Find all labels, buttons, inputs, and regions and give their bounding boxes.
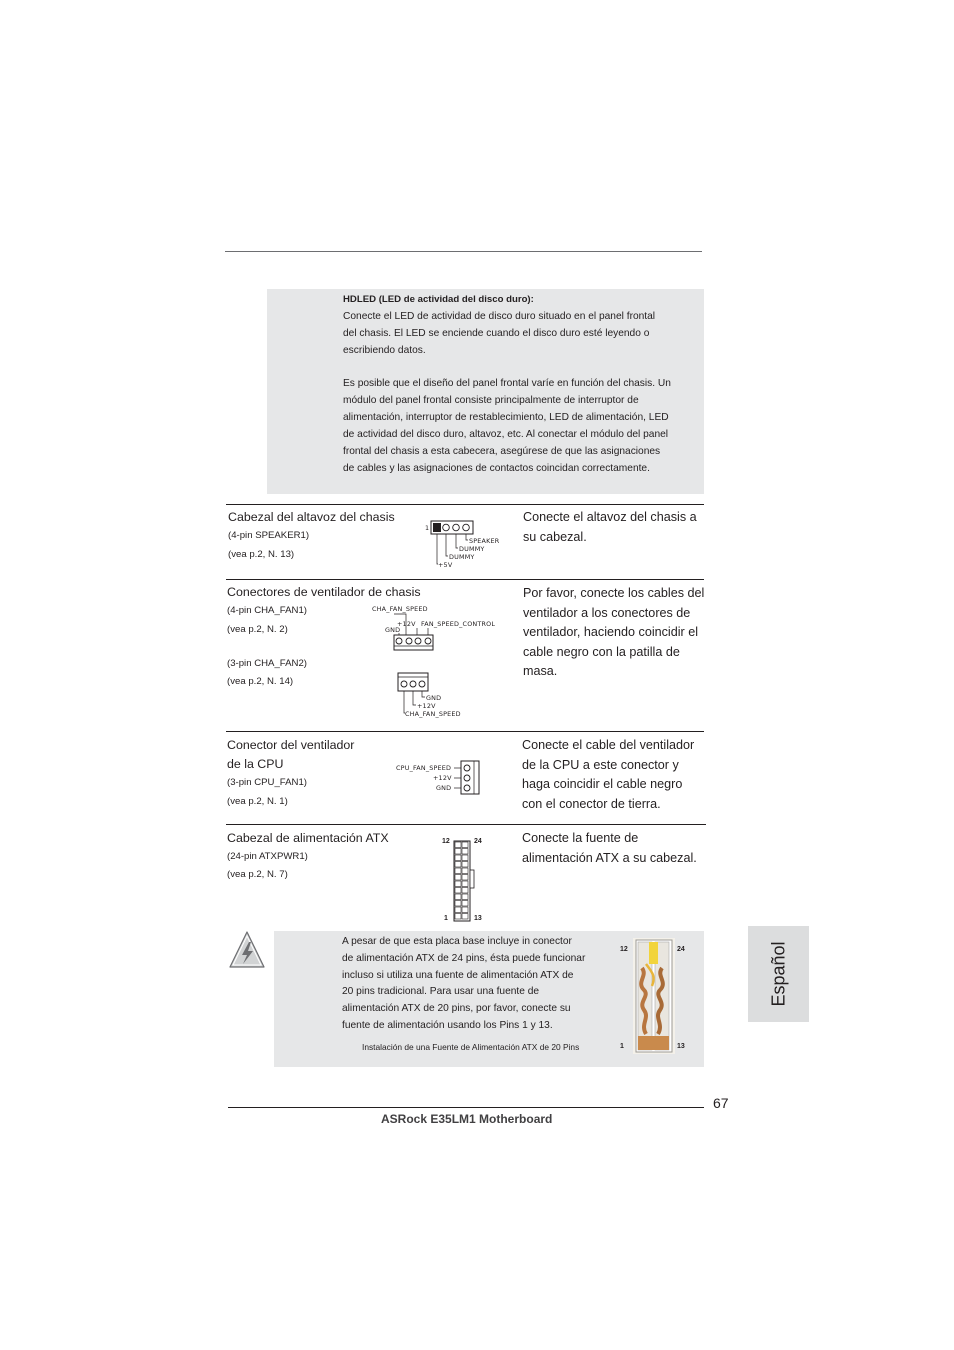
- hdled-note-line-3: alimentación, interruptor de restablecimiento, LED de alimentación, LED: [343, 412, 669, 423]
- atx-pin-cell: [462, 888, 468, 894]
- atx-title: Cabezal de alimentación ATX: [227, 831, 389, 845]
- chafan-desc-line-5: masa.: [523, 664, 558, 678]
- speaker-desc-line-2: su cabezal.: [523, 529, 587, 544]
- cpufan-desc-line-1: Conecte el cable del ventilador: [522, 738, 695, 752]
- cpufan-header-diagram: [394, 758, 486, 796]
- atx-pin-cell: [462, 881, 468, 887]
- chafan1-control-label: FAN_SPEED_CONTROL: [421, 620, 496, 628]
- cpufan-sub1: (3-pin CPU_FAN1): [227, 777, 307, 788]
- hdled-title: HDLED (LED de actividad del disco duro):: [343, 294, 534, 305]
- atx-pin-cell: [462, 901, 468, 907]
- atx-rule: [226, 824, 706, 825]
- chafan-desc-line-4: cable negro con la patilla de: [523, 644, 680, 659]
- chafan-sub1: (4-pin CHA_FAN1): [227, 605, 307, 616]
- top-rule: [225, 251, 702, 252]
- atx-pin-cell: [455, 907, 461, 913]
- cpufan-desc-line-4: con el conector de tierra.: [522, 796, 661, 811]
- chafan1-gnd-label: GND: [385, 626, 401, 634]
- speaker-desc-line-1: Conecte el altavoz del chasis a: [523, 510, 697, 524]
- language-label: Español: [768, 941, 788, 1007]
- page-number: 67: [713, 1095, 729, 1111]
- warning-line-6: fuente de alimentación usando los Pins 1 y 13.: [342, 1019, 553, 1031]
- chafan2-gnd-label: GND: [426, 694, 442, 702]
- chafan2-12v-label: +12V: [417, 702, 436, 710]
- atx-pin-cell: [455, 868, 461, 874]
- chafan-desc-line-3: ventilador, haciendo coincidir el: [523, 625, 699, 639]
- atx-20pin-photo: [618, 936, 690, 1058]
- hdled-line-3: escribiendo datos.: [343, 345, 426, 356]
- chafan-sub3: (3-pin CHA_FAN2): [227, 658, 307, 669]
- atx-pin-cell: [455, 849, 461, 855]
- cpufan-rule: [226, 731, 704, 732]
- footer-rule: [228, 1107, 704, 1108]
- cpufan-title: [227, 736, 354, 774]
- speaker-rule: [226, 504, 704, 505]
- hdled-note-line-5: frontal del chasis a esta cabecera, asegúrese de que las asignaciones: [343, 446, 661, 457]
- chafan1-header-diagram: [370, 602, 510, 656]
- speaker-pin-dummy1-label: DUMMY: [459, 545, 485, 553]
- atx-header-diagram: [438, 834, 496, 926]
- atx-pin-cell: [455, 862, 461, 868]
- photo-pin-12-label: 12: [620, 946, 628, 953]
- language-tab: [748, 926, 809, 1022]
- speaker-description: [523, 508, 697, 547]
- hdled-note-line-6: de cables y las asignaciones de contactos coincidan correctamente.: [343, 463, 650, 474]
- atx-desc-line-2: alimentación ATX a su cabezal.: [522, 850, 697, 865]
- atx-pin-12-label: 12: [442, 838, 450, 845]
- atx-pin-cell: [455, 888, 461, 894]
- chafan-rule: [226, 579, 704, 580]
- warning-line-2: de alimentación ATX de 24 pins, ésta puede funcionar: [342, 952, 586, 964]
- cpufan-speed-label: CPU_FAN_SPEED: [396, 764, 452, 772]
- cpufan-description: [522, 736, 694, 814]
- hdled-note-line-2: módulo del panel frontal consiste principalmente de interruptor de: [343, 395, 639, 406]
- atx-pin-cell: [455, 914, 461, 920]
- warning-line-1: A pesar de que esta placa base incluye in conector: [342, 936, 572, 947]
- chafan-desc-line-2: ventilador a los conectores de: [523, 605, 691, 620]
- warning-icon: [227, 929, 267, 971]
- atx-pin-24-label: 24: [474, 838, 482, 845]
- chafan-sub4: (vea p.2, N. 14): [227, 676, 294, 687]
- chafan1-speed-label: CHA_FAN_SPEED: [372, 605, 428, 613]
- footer-product: ASRock E35LM1 Motherboard: [381, 1112, 553, 1126]
- hdled-line-1: Conecte el LED de actividad de disco duro situado en el panel frontal: [343, 311, 656, 322]
- atx-description: [522, 829, 697, 868]
- chafan2-header-diagram: [392, 671, 482, 721]
- chafan2-speed-label: CHA_FAN_SPEED: [405, 710, 461, 718]
- hdled-line-2: del chasis. El LED se enciende cuando el disco duro esté leyendo o: [343, 328, 650, 339]
- warning-line-3: incluso si utiliza una fuente de alimentación ATX de: [342, 969, 574, 981]
- speaker-pin-1-label: 1: [425, 524, 430, 532]
- speaker-sub2: (vea p.2, N. 13): [228, 549, 295, 560]
- atx-pin-cell: [455, 894, 461, 900]
- chafan-desc-line-1: Por favor, conecte los cables del: [523, 586, 705, 600]
- cpufan-gnd-label: GND: [436, 784, 452, 792]
- speaker-header-diagram: [422, 516, 502, 570]
- atx-pin-cell: [455, 881, 461, 887]
- speaker-pin-5v-label: +5V: [438, 561, 453, 569]
- chafan-description: [523, 584, 704, 682]
- atx-pin-cell: [462, 855, 468, 861]
- chafan-sub2: (vea p.2, N. 2): [227, 624, 288, 635]
- warning-line-4: 20 pins tradicional. Para usar una fuente de: [342, 986, 540, 998]
- atx-sub2: (vea p.2, N. 7): [227, 869, 288, 880]
- warning-text: [342, 934, 622, 1035]
- hdled-note-line-4: de actividad del disco duro, altavoz, etc. Al conectar el módulo del panel: [343, 429, 669, 440]
- atx-pin-cell: [462, 894, 468, 900]
- atx-pin-1-label: 1: [444, 915, 448, 922]
- photo-pin-24-label: 24: [677, 946, 685, 953]
- cpufan-title-line-2: de la CPU: [227, 757, 284, 771]
- atx-pin-cell: [462, 868, 468, 874]
- atx-pin-cell: [462, 875, 468, 881]
- atx-pin-cell: [462, 842, 468, 848]
- cpufan-title-line-1: Conector del ventilador: [227, 738, 355, 752]
- speaker-pin-dummy2-label: DUMMY: [449, 553, 475, 561]
- atx-pin-cell: [455, 842, 461, 848]
- hdled-section: [343, 291, 703, 477]
- warning-line-5: alimentación ATX de 20 pins, por favor, conecte su: [342, 1003, 571, 1015]
- atx-pin-cell: [462, 907, 468, 913]
- hdled-note-line-1: Es posible que el diseño del panel frontal varíe en función del chasis. Un: [343, 378, 671, 389]
- atx-desc-line-1: Conecte la fuente de: [522, 831, 639, 845]
- atx-pin-cell: [462, 914, 468, 920]
- cpufan-desc-line-2: de la CPU a este conector y: [522, 757, 679, 772]
- cpufan-desc-line-3: haga coincidir el cable negro: [522, 777, 683, 791]
- cpufan-sub2: (vea p.2, N. 1): [227, 796, 288, 807]
- atx-pin-cell: [462, 862, 468, 868]
- speaker-title: Cabezal del altavoz del chasis: [228, 510, 395, 524]
- photo-pin-13-label: 13: [677, 1043, 685, 1050]
- chafan1-12v-label: +12V: [397, 620, 416, 628]
- atx-pin-cell: [455, 875, 461, 881]
- atx-pin-cell: [462, 849, 468, 855]
- warning-caption: Instalación de una Fuente de Alimentación ATX de 20 Pins: [362, 1042, 580, 1052]
- chafan-title: Conectores de ventilador de chasis: [227, 585, 421, 599]
- atx-pin-cell: [455, 901, 461, 907]
- photo-pin-1-label: 1: [620, 1043, 624, 1050]
- speaker-sub1: (4-pin SPEAKER1): [228, 530, 310, 541]
- atx-pin-cell: [455, 855, 461, 861]
- atx-pin-13-label: 13: [474, 915, 482, 922]
- atx-sub1: (24-pin ATXPWR1): [227, 851, 308, 862]
- speaker-pin-speaker-label: SPEAKER: [469, 537, 500, 545]
- cpufan-12v-label: +12V: [433, 774, 452, 782]
